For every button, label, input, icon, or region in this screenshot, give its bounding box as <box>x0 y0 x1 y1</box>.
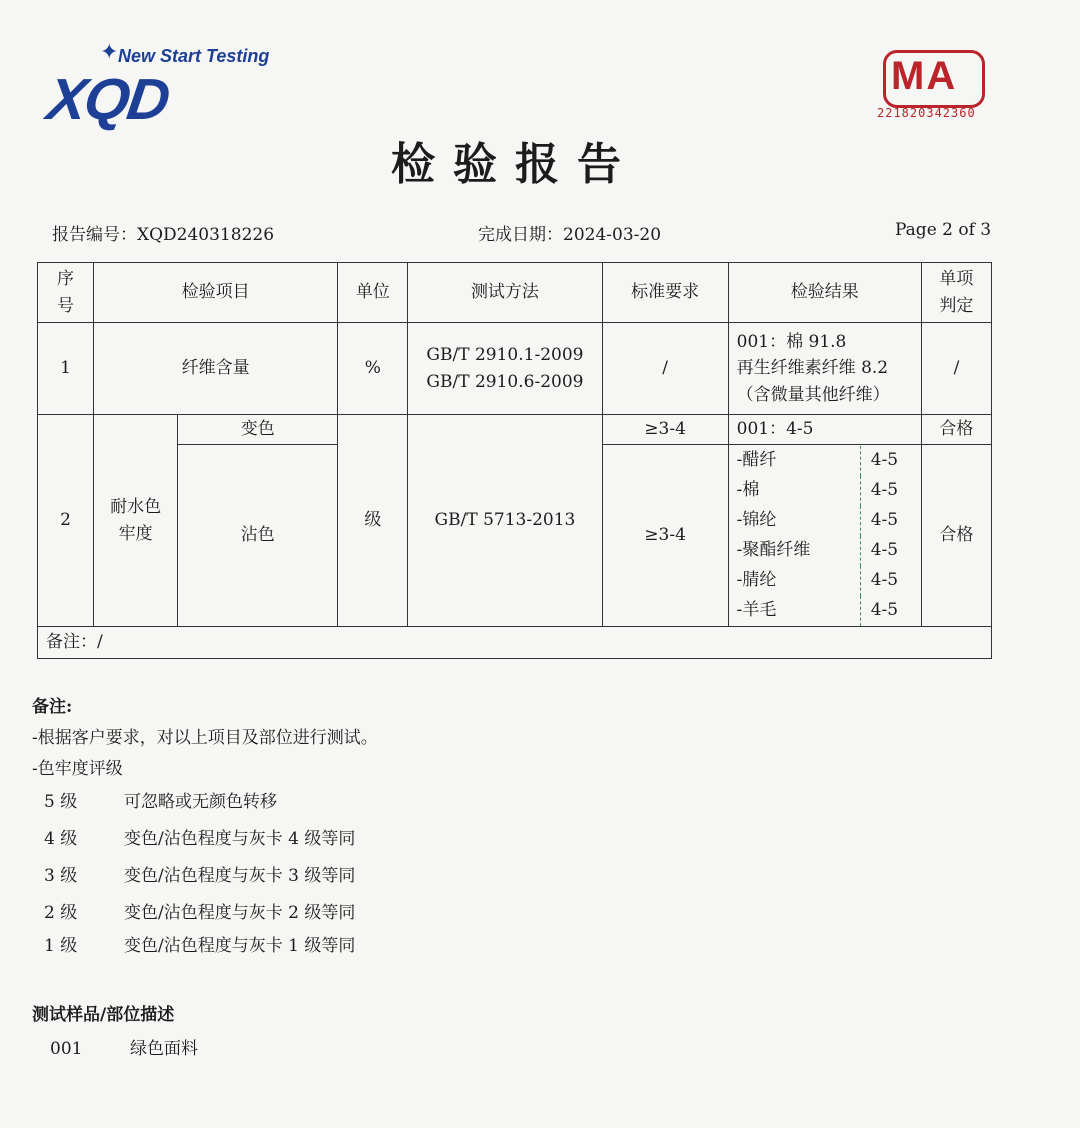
report-title: 检验报告 <box>391 139 639 190</box>
logo-tagline: New Start Testing <box>118 46 270 66</box>
grade-desc: 变色/沾色程度与灰卡 3 级等同 <box>124 866 356 886</box>
fiber-grade: 4-5 <box>870 480 899 501</box>
fiber-grade: 4-5 <box>870 600 899 621</box>
row2-unit: 级 <box>338 415 408 627</box>
fiber-grade: 4-5 <box>870 450 899 471</box>
fiber-name: -羊毛 <box>729 596 861 626</box>
page-indicator: Page 2 of 3 <box>895 220 992 240</box>
table-row <box>38 415 992 445</box>
grade-level: 5 级 <box>44 792 78 812</box>
notes-line-1: -根据客户要求，对以上项目及部位进行测试。 <box>32 728 378 748</box>
row2-sub-b-name: 沾色 <box>178 445 338 627</box>
fiber-name: -棉 <box>729 476 861 506</box>
header-standard: 标准要求 <box>602 263 728 323</box>
report-number: 报告编号：XQD240318226 <box>52 225 275 245</box>
list-item <box>32 824 378 855</box>
grade-level: 1 级 <box>44 936 78 956</box>
fiber-grade: 4-5 <box>870 570 899 591</box>
row1-result-2: 再生纤维素纤维 8.2 <box>736 358 889 379</box>
header-method: 测试方法 <box>408 263 602 323</box>
fiber-name: -聚酯纤维 <box>729 536 861 566</box>
header-verdict: 单项判定 <box>921 263 991 323</box>
row1-verdict: / <box>921 323 991 415</box>
header-no: 序号 <box>38 263 94 323</box>
list-item <box>32 898 378 929</box>
list-item <box>32 861 378 892</box>
row1-unit: % <box>338 323 408 415</box>
list-item <box>729 506 921 536</box>
row1-standard: / <box>602 323 728 415</box>
row2-sub-a-result: 001：4-5 <box>728 415 921 445</box>
logo-mark: XQD <box>43 67 173 132</box>
row2-sub-b-verdict: 合格 <box>921 445 991 627</box>
row2-sub-a-verdict: 合格 <box>921 415 991 445</box>
header-result: 检验结果 <box>728 263 921 323</box>
cma-seal <box>875 50 995 122</box>
row2-sub-b-standard: ≥3-4 <box>602 445 728 627</box>
row2-sub-a-name: 变色 <box>178 415 338 445</box>
row2-sub-a-standard: ≥3-4 <box>602 415 728 445</box>
fiber-name: -腈纶 <box>729 566 861 596</box>
row2-method: GB/T 5713-2013 <box>408 415 602 627</box>
header-unit: 单位 <box>338 263 408 323</box>
cma-number: 221820342360 <box>877 106 976 120</box>
grade-level: 3 级 <box>44 866 78 886</box>
row2-item: 耐水色牢度 <box>94 415 178 627</box>
fiber-grade: 4-5 <box>870 510 899 531</box>
sample-id: 001 <box>50 1039 83 1059</box>
row1-no: 1 <box>38 323 94 415</box>
table-remark: 备注：/ <box>38 627 992 659</box>
row2-no: 2 <box>38 415 94 627</box>
list-item <box>32 931 378 962</box>
row1-item: 纤维含量 <box>94 323 338 415</box>
completion-date: 完成日期：2024-03-20 <box>478 225 662 245</box>
grade-level: 2 级 <box>44 903 78 923</box>
list-item <box>729 446 921 476</box>
grade-level: 4 级 <box>44 829 78 849</box>
row1-method-2: GB/T 2910.6-2009 <box>426 371 584 392</box>
notes-section <box>32 692 378 962</box>
cma-mark: MA <box>891 54 958 98</box>
grade-desc: 变色/沾色程度与灰卡 1 级等同 <box>124 936 356 956</box>
sample-heading: 测试样品/部位描述 <box>32 1005 175 1025</box>
sample-desc: 绿色面料 <box>130 1039 198 1059</box>
table-row <box>38 323 992 415</box>
fiber-grade: 4-5 <box>870 540 899 561</box>
grade-desc: 变色/沾色程度与灰卡 4 级等同 <box>124 829 356 849</box>
row1-result <box>728 323 921 415</box>
list-item <box>32 787 378 818</box>
list-item <box>729 536 921 566</box>
results-table <box>37 262 992 659</box>
list-item <box>729 476 921 506</box>
row1-result-1: 001：棉 91.8 <box>736 331 847 352</box>
grade-desc: 变色/沾色程度与灰卡 2 级等同 <box>124 903 356 923</box>
notes-line-2: -色牢度评级 <box>32 759 123 779</box>
company-logo <box>40 38 270 132</box>
fiber-name: -醋纤 <box>729 446 861 476</box>
row1-result-3: （含微量其他纤维） <box>736 384 890 405</box>
grade-desc: 可忽略或无颜色转移 <box>124 792 277 812</box>
header-row <box>38 263 992 323</box>
list-item <box>729 596 921 626</box>
star-icon: ✦ <box>100 40 119 65</box>
row2-sub-b-results <box>728 445 921 627</box>
fiber-name: -锦纶 <box>729 506 861 536</box>
list-item <box>729 566 921 596</box>
list-item <box>32 1032 198 1066</box>
remark-row <box>38 627 992 659</box>
staining-results <box>729 446 921 626</box>
row1-method-1: GB/T 2910.1-2009 <box>426 345 584 366</box>
notes-heading: 备注: <box>32 697 73 717</box>
row1-method <box>408 323 602 415</box>
sample-section <box>32 998 198 1066</box>
header-item: 检验项目 <box>94 263 338 323</box>
